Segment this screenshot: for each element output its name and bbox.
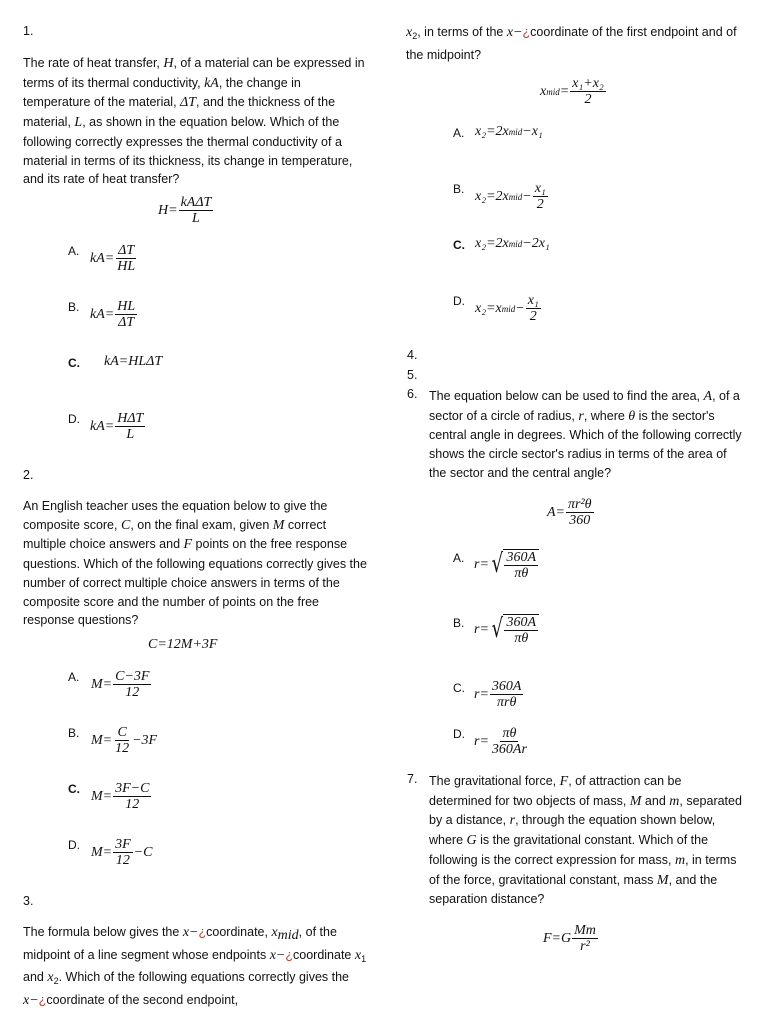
q2-choice-c[interactable]: C.	[68, 782, 80, 796]
q3-choice-c[interactable]: C.	[453, 238, 465, 252]
q6-choice-c-expr: r= $\frac{360A}{\text{πrθ}}$	[474, 679, 522, 710]
q6-choice-a[interactable]: A.	[453, 551, 465, 565]
list-number-5: 5.	[407, 368, 418, 382]
question-7-stem: The gravitational force, F, of attraction can be determined for two objects of mass, M and m, separated by a distance, r, through the equation shown below, where G is the gravitational constant. Which of the following is the correct expression for mass, m, in terms of the force, gravitational constant, mass M, and the separation distance?	[429, 774, 742, 907]
q3-choice-a[interactable]: A.	[453, 126, 465, 140]
question-1-number: 1.	[23, 24, 34, 38]
q1-choice-c[interactable]: C.	[68, 356, 80, 370]
q6-choice-b[interactable]: B.	[453, 616, 465, 630]
q1-choice-b[interactable]: B.	[68, 300, 80, 314]
q3-choice-b[interactable]: B.	[453, 182, 465, 196]
question-6-stem: The equation below can be used to find the area, A, of a sector of a circle of radius, r, where θ is the sector's central angle in degrees. Which of the following correctly shows the circle sector's radius in terms of the area of the sector and the central angle?	[429, 389, 742, 480]
q2-choice-a[interactable]: A.	[68, 670, 80, 684]
q2-choice-d-expr: M= $\frac{3F}{12}$ −C	[91, 837, 153, 868]
question-3-equation: x mid = $\frac{\text{x₁+x₂}}{2}$	[540, 76, 604, 107]
question-2-equation: C=12M+3F	[148, 637, 218, 652]
q2-choice-c-expr: M= $\frac{3F-C}{12}$	[91, 781, 150, 812]
q1-choice-c-expr: kA=HLΔT	[104, 354, 163, 369]
q2-choice-b[interactable]: B.	[68, 726, 80, 740]
q3-choice-a-expr: x₂=2x mid −x₁	[475, 124, 543, 139]
question-3-stem: The formula below gives the x−¿coordinate, $x_{mid}$, of the midpoint of a line segment whose endpoints x−¿coordinate $x_1$ and $x_2$. Which of the following equations correctly gives the x−¿coordinate of the second endpoint,	[23, 925, 367, 1009]
question-3-number: 3.	[23, 894, 34, 908]
question-2-number: 2.	[23, 468, 34, 482]
q3-choice-b-expr: x₂=2x mid − $\frac{\text{x₁}}{2}$	[475, 181, 546, 212]
question-2-stem: An English teacher uses the equation below to give the composite score, C, on the final exam, given M correct multiple choice answers and F points on the free response questions. Which of the following equations correctly gives the number of correct multiple choice answers in terms of the composite score and the number of points on the free response questions?	[23, 499, 367, 628]
question-1-equation: H= $\frac{\text{kAΔT}}{L}$	[158, 195, 212, 226]
q6-choice-d-expr: r= $\frac{\pi\theta}{360Ar}$	[474, 726, 527, 757]
q6-choice-a-expr: r= √ $\frac{360A}{\pi\theta}$	[474, 549, 539, 581]
question-7-equation: F=G $\frac{Mm}{\text{r²}}$	[543, 923, 596, 954]
q2-choice-a-expr: M= $\frac{C-3F}{12}$	[91, 669, 150, 700]
q6-choice-b-expr: r= √ $\frac{360A}{\pi\theta}$	[474, 614, 539, 646]
q3-choice-d[interactable]: D.	[453, 294, 465, 308]
question-1-stem: The rate of heat transfer, H, of a material can be expressed in terms of its thermal conductivity, kA, the change in temperature of the material, ΔT, and the thickness of the material, L, as shown in the equation below. Which of the following correctly expresses the thermal conductivity of a material in terms of its thickness, its change in temperature, and its rate of heat transfer?	[23, 56, 365, 187]
q1-choice-d[interactable]: D.	[68, 412, 80, 426]
list-number-6: 6.	[407, 387, 418, 401]
q1-choice-d-expr: kA= $\frac{\text{HΔT}}{L}$	[90, 411, 144, 442]
q1-choice-a-expr: kA= $\frac{\Delta T}{HL}$	[90, 243, 136, 274]
q1-choice-b-expr: kA= $\frac{HL}{\Delta T}$	[90, 299, 136, 330]
q2-choice-d[interactable]: D.	[68, 838, 80, 852]
q1-choice-a[interactable]: A.	[68, 244, 80, 258]
question-3-stem-continued: $x_2$, in terms of the x−¿coordinate of the first endpoint and of the midpoint?	[406, 25, 737, 62]
q2-choice-b-expr: M= $\frac{C}{12}$ −3F	[91, 725, 158, 756]
list-number-4: 4.	[407, 348, 418, 362]
q3-choice-d-expr: x₂=x mid − $\frac{\text{x₁}}{2}$	[475, 293, 539, 324]
question-7-number: 7.	[407, 772, 418, 786]
question-6-equation: A= $\frac{\text{πr²θ}}{360}$	[547, 497, 592, 528]
q3-choice-c-expr: x₂=2x mid −2x₁	[475, 236, 550, 251]
q6-choice-d[interactable]: D.	[453, 727, 465, 741]
q6-choice-c[interactable]: C.	[453, 681, 465, 695]
